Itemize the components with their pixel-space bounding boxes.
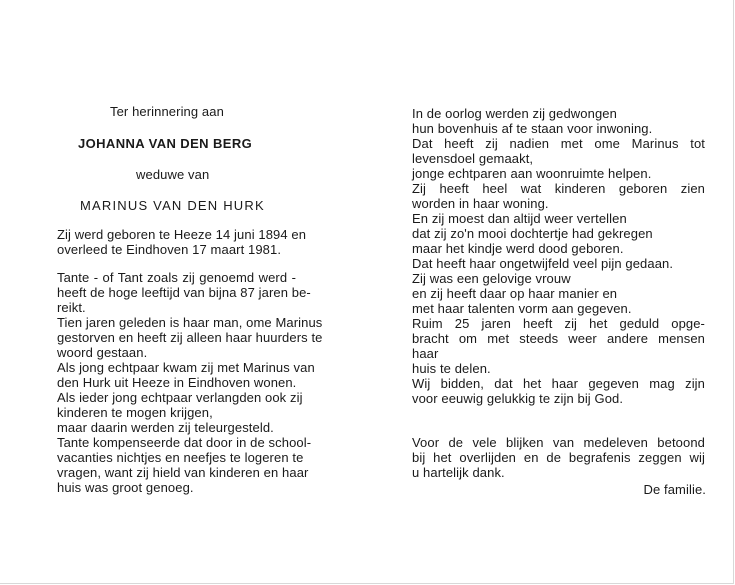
body-line: maar daarin werden zij teleurgesteld. [57,420,274,435]
body-line: den Hurk uit Heeze in Eindhoven wonen. [57,375,297,390]
body-line: reikt. [57,300,86,315]
birth-line: Zij werd geboren te Heeze 14 juni 1894 en [57,227,307,242]
body-line: Tien jaren geleden is haar man, ome Marinus [57,315,323,330]
body-line: hun bovenhuis af te staan voor inwoning. [412,121,653,136]
body-line: Wij bidden, dat het haar gegeven mag zijn [412,376,705,391]
body-line: worden in haar woning. [412,196,549,211]
thanks-line: u hartelijk dank. [412,465,505,480]
body-line: Tante - of Tant zoals zij genoemd werd - [57,270,296,285]
body-line: levensdoel gemaakt, [412,151,534,166]
body-line: Dat heeft haar ongetwijfeld veel pijn gedaan. [412,256,674,271]
body-line: Als ieder jong echtpaar verlangden ook zij [57,390,303,405]
body-line: Zij heeft heel wat kinderen geboren zien [412,181,705,196]
body-line: Ruim 25 jaren heeft zij het geduld opge- [412,316,705,331]
body-line: bracht om met steeds weer andere mensen [412,331,705,346]
birth-line: overleed te Eindhoven 17 maart 1981. [57,242,282,257]
body-line: vragen, want zij hield van kinderen en haar [57,465,309,480]
body-line: kinderen te mogen krijgen, [57,405,213,420]
body-line: haar [412,346,439,361]
body-line: maar het kindje werd dood geboren. [412,241,624,256]
body-line: heeft de hoge leeftijd van bijna 87 jaren be- [57,285,311,300]
body-line: Als jong echtpaar kwam zij met Marinus van [57,360,315,375]
widow-of-text: weduwe van [136,167,210,182]
body-line: en zij heeft daar op haar manier en [412,286,618,301]
body-line: met haar talenten vorm aan gegeven. [412,301,632,316]
body-line: voor eeuwig gelukkig te zijn bij God. [412,391,624,406]
body-line: Tante kompenseerde dat door in de school- [57,435,312,450]
body-line: gestorven en heeft zij alleen haar huurders te [57,330,323,345]
spouse-name: MARINUS VAN DEN HURK [80,198,265,213]
body-line: woord gestaan. [57,345,148,360]
deceased-name: JOHANNA VAN DEN BERG [78,136,253,151]
thanks-line: bij het overlijden en de begrafenis zeggen wij [412,450,705,465]
body-line: dat zij zo'n mooi dochtertje had gekregen [412,226,653,241]
body-line: Dat heeft zij nadien met ome Marinus tot [412,136,705,151]
body-line: huis te delen. [412,361,491,376]
body-line: huis was groot genoeg. [57,480,194,495]
body-line: In de oorlog werden zij gedwongen [412,106,617,121]
body-line: vacanties nichtjes en neefjes te logeren te [57,450,304,465]
body-line: Zij was een gelovige vrouw [412,271,571,286]
body-line: jonge echtparen aan woonruimte helpen. [412,166,652,181]
intro-text: Ter herinnering aan [110,104,224,119]
signature: De familie. [643,482,706,497]
body-line: En zij moest dan altijd weer vertellen [412,211,627,226]
thanks-line: Voor de vele blijken van medeleven betoond [412,435,705,450]
